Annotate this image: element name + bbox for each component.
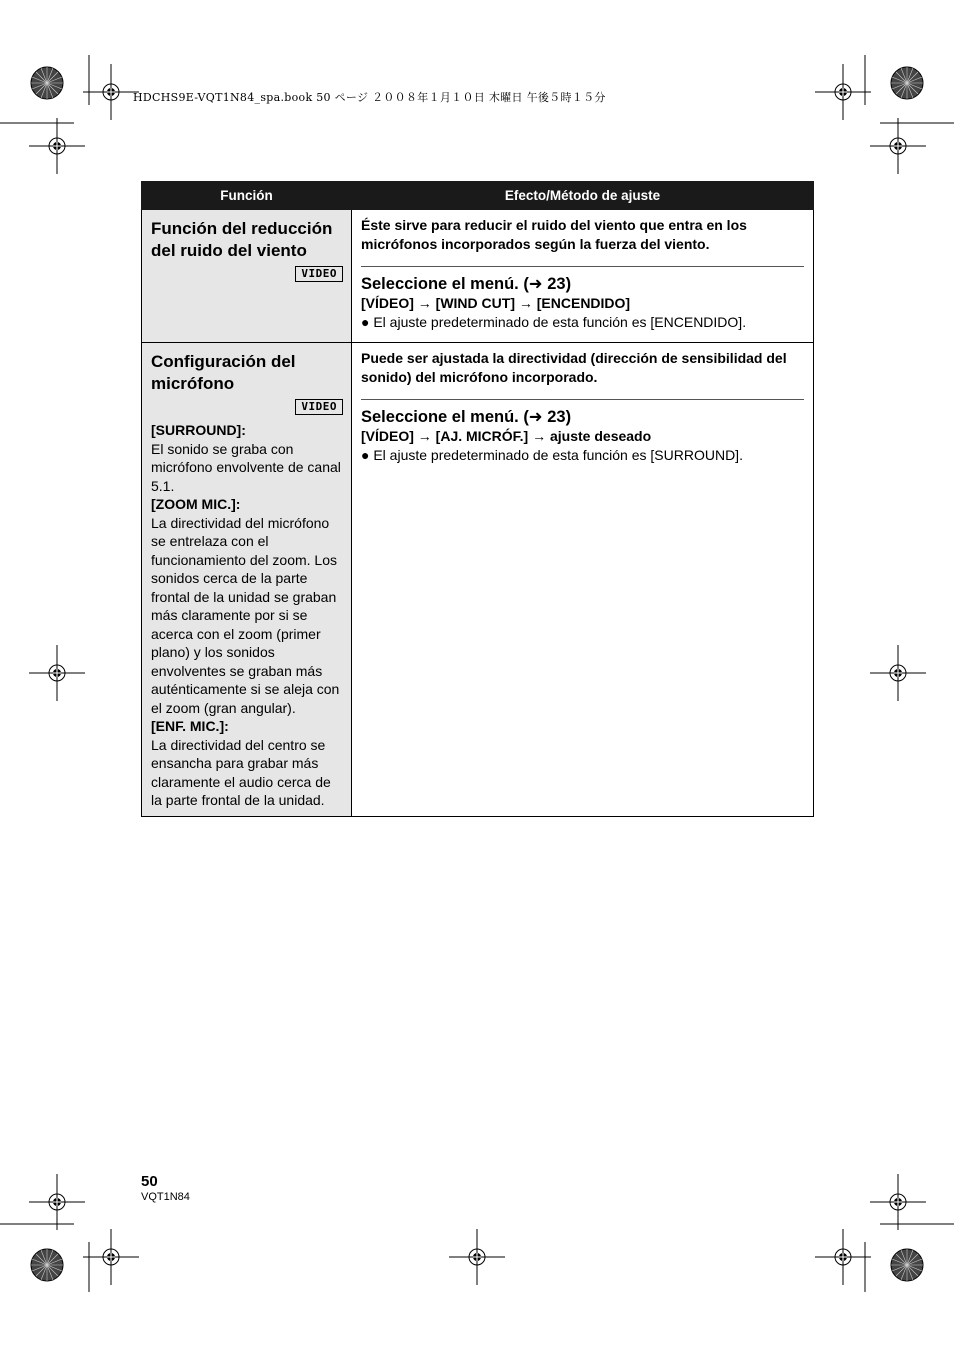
default-setting-note: ● El ajuste predeterminado de esta función es [ENCENDIDO]. bbox=[361, 314, 747, 330]
page-number: 50 bbox=[141, 1173, 158, 1190]
divider bbox=[361, 266, 804, 267]
effect-description: Éste sirve para reducir el ruido del viento que entra en los micrófonos incorporados según la fuerza del viento. bbox=[361, 217, 747, 252]
function-table bbox=[141, 181, 814, 817]
table-row-wind-cut bbox=[142, 210, 814, 343]
column-header-function: Función bbox=[142, 182, 352, 210]
function-title: Función del reducción del ruido del viento bbox=[151, 219, 333, 260]
select-menu-instruction: Seleccione el menú. (➜ 23) bbox=[361, 275, 572, 293]
function-cell bbox=[142, 343, 352, 817]
document-code: VQT1N84 bbox=[141, 1191, 190, 1203]
table-row-microphone-setup bbox=[142, 343, 814, 817]
effect-description: Puede ser ajustada la directividad (dirección de sensibilidad del sonido) del micrófono incorporado. bbox=[361, 350, 787, 385]
column-header-effect: Efecto/Método de ajuste bbox=[352, 182, 814, 210]
select-menu-instruction: Seleccione el menú. (➜ 23) bbox=[361, 408, 572, 426]
effect-cell bbox=[352, 343, 814, 817]
video-mode-badge: VIDEO bbox=[295, 266, 343, 282]
option-name-surround: [SURROUND]: bbox=[151, 422, 246, 438]
option-name-focus-mic: [ENF. MIC.]: bbox=[151, 718, 229, 734]
video-mode-badge: VIDEO bbox=[295, 399, 343, 415]
effect-cell bbox=[352, 210, 814, 343]
print-header-line: HDCHS9E-VQT1N84_spa.book 50 ページ ２００８年１月１０日 木曜日 午後５時１５分 bbox=[133, 91, 606, 104]
option-desc-zoom-mic: La directividad del micrófono se entrelaza con el funcionamiento del zoom. Los sonidos cerca de la parte frontal de la unidad se graban más claramente por si se acerca con el zoom (primer plano) y los sonidos envolventes se graban más auténticamente si se aleja con el zoom (gran angular). bbox=[151, 514, 340, 716]
divider bbox=[361, 399, 804, 400]
default-setting-note: ● El ajuste predeterminado de esta función es [SURROUND]. bbox=[361, 447, 743, 463]
option-desc-surround: El sonido se graba con micrófono envolvente de canal 5.1. bbox=[151, 440, 341, 494]
menu-path: [VÍDEO] → [AJ. MICRÓF.] → ajuste deseado bbox=[361, 428, 652, 444]
table-header-row bbox=[142, 182, 814, 210]
menu-path: [VÍDEO] → [WIND CUT] → [ENCENDIDO] bbox=[361, 295, 631, 311]
function-title: Configuración del micrófono bbox=[151, 352, 296, 393]
option-name-zoom-mic: [ZOOM MIC.]: bbox=[151, 496, 241, 512]
option-desc-focus-mic: La directividad del centro se ensancha para grabar más claramente el audio cerca de la parte frontal de la unidad. bbox=[151, 736, 331, 808]
function-cell bbox=[142, 210, 352, 343]
